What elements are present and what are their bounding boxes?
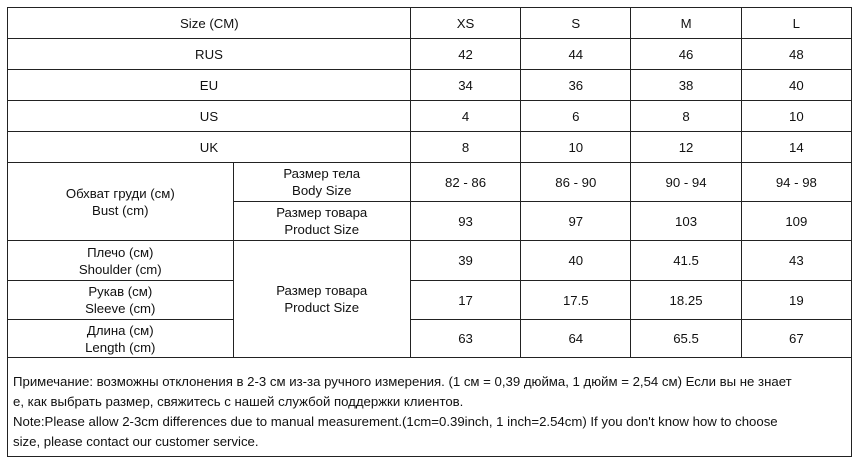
bust-label-en: Bust (cm) (92, 202, 149, 218)
table-row (8, 163, 852, 202)
note-box (7, 358, 852, 457)
table-cell: 10 (741, 101, 851, 132)
table-cell: 40 (741, 70, 851, 101)
product-size-label-en: Product Size (284, 222, 360, 237)
table-cell: 86 - 90 (521, 163, 631, 202)
table-cell: 8 (631, 101, 741, 132)
product-size-merged-ru: Размер товара (276, 283, 368, 298)
table-cell: 17 (410, 281, 520, 320)
body-size-label (233, 163, 410, 202)
sleeve-label-en: Sleeve (cm) (85, 301, 156, 316)
table-cell: 63 (410, 320, 520, 358)
table-cell: 10 (521, 132, 631, 163)
note-line-ru-1: Примечание: возможны отклонения в 2-3 см из-за ручного измерения. (1 см = 0,39 дюйма, 1 дюйм = 2,54 см) Если вы не знает (13, 374, 792, 389)
note-line-en-2: size, please contact our customer service. (13, 434, 259, 449)
table-cell: 46 (631, 39, 741, 70)
table-cell: 6 (521, 101, 631, 132)
table-cell: 38 (631, 70, 741, 101)
table-cell: 97 (521, 202, 631, 241)
table-cell: 36 (521, 70, 631, 101)
table-cell: 19 (741, 281, 851, 320)
table-row (8, 281, 852, 320)
size-table-body (8, 8, 852, 358)
table-cell: 94 - 98 (741, 163, 851, 202)
length-label (8, 320, 234, 358)
table-row (8, 70, 852, 101)
table-cell: 18.25 (631, 281, 741, 320)
shoulder-label (8, 241, 234, 281)
row-label-uk: UK (8, 132, 411, 163)
body-size-label-ru: Размер тела (283, 166, 361, 181)
table-row (8, 241, 852, 281)
table-cell: 65.5 (631, 320, 741, 358)
length-label-ru: Длина (см) (86, 322, 154, 338)
table-row (8, 320, 852, 358)
size-header-l: L (741, 8, 851, 39)
sleeve-label-ru: Рукав (см) (88, 284, 153, 299)
table-cell: 34 (410, 70, 520, 101)
table-cell: 4 (410, 101, 520, 132)
size-header-m: M (631, 8, 741, 39)
table-cell: 82 - 86 (410, 163, 520, 202)
shoulder-label-ru: Плечо (см) (87, 244, 154, 260)
table-cell: 109 (741, 202, 851, 241)
table-cell: 43 (741, 241, 851, 281)
header-row (8, 8, 852, 39)
table-cell: 17.5 (521, 281, 631, 320)
bust-label (8, 163, 234, 241)
table-cell: 14 (741, 132, 851, 163)
length-label-en: Length (cm) (85, 339, 156, 355)
product-size-merged-en: Product Size (284, 300, 360, 315)
product-size-merged-label (233, 241, 410, 358)
table-cell: 48 (741, 39, 851, 70)
table-cell: 67 (741, 320, 851, 358)
header-label: Size (CM) (8, 8, 411, 39)
note-line-ru-2: е, как выбрать размер, свяжитесь с нашей службой поддержки клиентов. (13, 394, 464, 409)
product-size-label (233, 202, 410, 241)
table-cell: 41.5 (631, 241, 741, 281)
row-label-eu: EU (8, 70, 411, 101)
size-header-s: S (521, 8, 631, 39)
table-cell: 64 (521, 320, 631, 358)
note-line-en-1: Note:Please allow 2-3cm differences due to manual measurement.(1cm=0.39inch, 1 inch=2.54cm) If you don't know how to choose (13, 414, 778, 429)
table-cell: 40 (521, 241, 631, 281)
bust-label-ru: Обхват груди (см) (65, 185, 175, 201)
table-row (8, 101, 852, 132)
row-label-rus: RUS (8, 39, 411, 70)
product-size-label-ru: Размер товара (276, 205, 368, 220)
row-label-us: US (8, 101, 411, 132)
table-cell: 8 (410, 132, 520, 163)
size-header-xs: XS (410, 8, 520, 39)
table-cell: 93 (410, 202, 520, 241)
table-cell: 39 (410, 241, 520, 281)
table-cell: 103 (631, 202, 741, 241)
table-cell: 42 (410, 39, 520, 70)
table-cell: 90 - 94 (631, 163, 741, 202)
body-size-label-en: Body Size (292, 183, 352, 198)
size-table (7, 7, 852, 358)
table-row (8, 39, 852, 70)
table-cell: 12 (631, 132, 741, 163)
shoulder-label-en: Shoulder (cm) (78, 261, 162, 277)
table-row (8, 132, 852, 163)
table-cell: 44 (521, 39, 631, 70)
sleeve-label (8, 281, 234, 320)
